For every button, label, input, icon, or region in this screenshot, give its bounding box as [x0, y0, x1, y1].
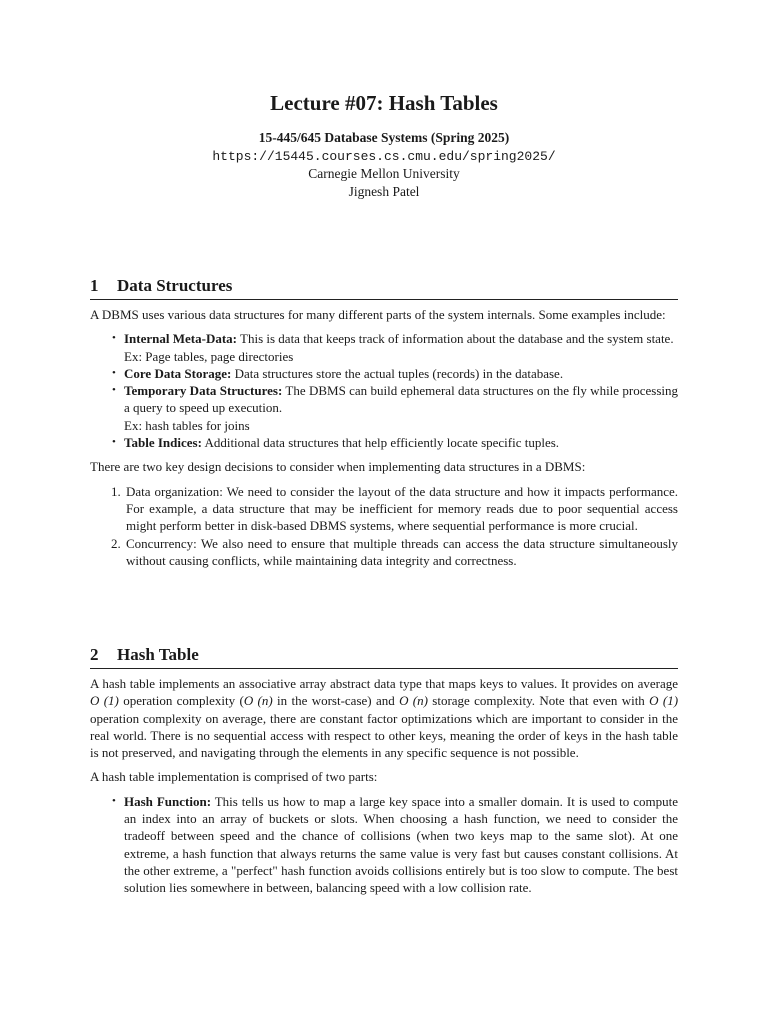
bullet-list [90, 330, 678, 451]
term: Temporary Data Structures: [124, 383, 283, 399]
section-intro: A DBMS uses various data structures for many different parts of the system internals. Some examples include: [90, 307, 666, 322]
text-run: storage complexity. Note that even with [427, 693, 650, 709]
item-text: Data structures store the actual tuples (records) in the database. [231, 365, 564, 381]
math-on: O (n) [243, 693, 273, 709]
list-item [124, 382, 678, 434]
numbered-list [90, 483, 678, 569]
item-text: Additional data structures that help efficiently locate specific tuples. [201, 435, 560, 451]
item-text: The DBMS can build ephemeral data structures on the fly while processing a query to speed up execution. [124, 383, 678, 416]
item-example: Ex: Page tables, page directories [124, 348, 294, 364]
text-run: operation complexity on average, there are constant factor optimizations which are important to consider in the real world. There is no sequential access with respect to other keys, meaning the order of keys in the hash table is not preserved, and navigating through the elements in any specific sequence is not possible. [90, 710, 678, 761]
term: Core Data Storage: [124, 365, 232, 381]
item-text: This tells us how to map a large key space into a smaller domain. It is used to compute an index into an array of buckets or slots. When choosing a hash function, we need to consider the tradeoff between speed and the chance of collisions (when two keys map to the same slot). At one extreme, a hash function that always returns the same value is very fast but causes constant collisions. At the other extreme, a "perfect" hash function avoids collisions entirely but is too slow to compute. The best solution lies somewhere in between, balancing speed with a low collision rate. [124, 793, 678, 896]
hash-table-paragraph [90, 675, 678, 761]
text-run: A hash table implements an associative array abstract data type that maps keys to values. It provides on average [90, 676, 678, 691]
lecture-title: Lecture #07: Hash Tables [270, 91, 498, 115]
term: Internal Meta-Data: [124, 331, 237, 347]
course-url[interactable]: https://15445.courses.cs.cmu.edu/spring2025/ [212, 149, 556, 164]
list-item [124, 793, 678, 897]
term: Hash Function: [124, 793, 212, 809]
list-item [124, 434, 678, 451]
text-run: in the worst-case) and [272, 693, 400, 709]
list-item [124, 330, 678, 365]
section-heading [90, 644, 678, 669]
hash-table-parts-intro: A hash table implementation is comprised of two parts: [90, 769, 378, 785]
section-heading [90, 275, 678, 300]
section-title: Data Structures [117, 276, 233, 295]
math-on: O (n) [399, 693, 428, 709]
course-name: 15-445/645 Database Systems (Spring 2025) [258, 130, 510, 145]
author: Jignesh Patel [348, 184, 420, 199]
math-o1: O (1) [649, 693, 679, 709]
list-item: 1. Data organization: We need to consider the layout of the data structure and how it impacts performance. For example, a data structure that may be inefficient for memory reads due to poor sequential access might perform better in disk-based DBMS systems, where sequential performance is more crucial. [124, 483, 678, 535]
section-title: Hash Table [117, 645, 199, 664]
section-number: 2 [90, 645, 99, 664]
bullet-list [90, 793, 678, 897]
decisions-intro: There are two key design decisions to consider when implementing data structures in a DBMS: [90, 459, 586, 475]
item-text: This is data that keeps track of information about the database and the system state. [237, 331, 674, 347]
item-example: Ex: hash tables for joins [124, 417, 250, 433]
section-hash-table [90, 644, 678, 904]
section-number: 1 [90, 276, 99, 295]
list-item [124, 365, 678, 382]
list-item: 2. Concurrency: We also need to ensure that multiple threads can access the data structure simultaneously without causing conflicts, while maintaining data integrity and correctness. [124, 535, 678, 570]
math-o1: O (1) [90, 693, 119, 709]
text-run: operation complexity ( [118, 693, 244, 709]
term: Table Indices: [124, 435, 202, 451]
university: Carnegie Mellon University [308, 166, 460, 181]
section-data-structures [90, 275, 678, 576]
